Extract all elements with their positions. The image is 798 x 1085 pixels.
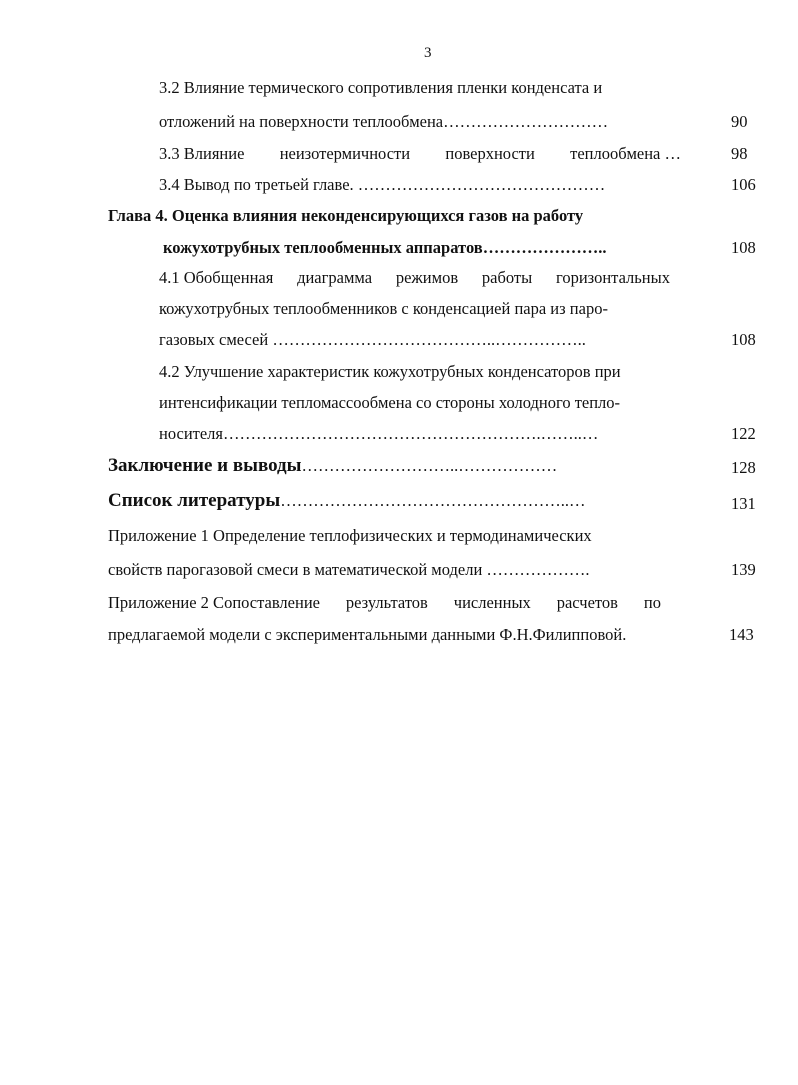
toc-4-1-line3: газовых смесей …………………………………..…………….. — [159, 330, 586, 349]
toc-3-3-page: 98 — [731, 144, 748, 163]
toc-3-3-word: теплообмена … — [570, 144, 681, 163]
toc-app2-page: 143 — [729, 625, 754, 644]
toc-4-1-word: работы — [481, 268, 533, 287]
toc-app2-word: расчетов — [556, 593, 618, 612]
toc-conclusions-page: 128 — [731, 458, 756, 477]
toc-ch4-line1: Глава 4. Оценка влияния неконденсирующихся газов на работу — [108, 206, 584, 225]
toc-3-4-page: 106 — [731, 175, 756, 194]
toc-references-dots: ……………………………………………..… — [280, 491, 586, 510]
toc-4-2-page: 122 — [731, 424, 756, 443]
toc-app2-line2: предлагаемой модели с экспериментальными данными Ф.Н.Филипповой. — [108, 625, 627, 644]
toc-4-1-word: режимов — [395, 268, 459, 287]
toc-3-3-line1 — [159, 144, 681, 164]
toc-app2-word: результатов — [345, 593, 428, 612]
toc-ch4-page: 108 — [731, 238, 756, 257]
toc-4-1-word: горизонтальных — [555, 268, 670, 287]
toc-4-2-line2: интенсификации тепломассообмена со стороны холодного тепло- — [159, 393, 621, 412]
toc-app2-word: численных — [453, 593, 531, 612]
toc-4-1-word: 4.1 Обобщенная — [159, 268, 274, 287]
page-number: 3 — [424, 45, 432, 61]
toc-4-1-word: диаграмма — [297, 268, 373, 287]
toc-app2-word: по — [643, 593, 661, 612]
toc-ch4-line2: кожухотрубных теплообменных аппаратов………………….. — [163, 238, 607, 257]
toc-3-2-line1: 3.2 Влияние термического сопротивления пленки конденсата и — [159, 78, 603, 97]
toc-conclusions-line — [108, 455, 557, 477]
toc-3-2-line2: отложений на поверхности теплообмена………………………… — [159, 112, 609, 131]
toc-4-2-line1: 4.2 Улучшение характеристик кожухотрубных конденсаторов при — [159, 362, 621, 381]
toc-4-1-line1 — [159, 268, 670, 288]
toc-conclusions-title: Заключение и выводы — [108, 455, 302, 476]
toc-3-4-line1: 3.4 Вывод по третьей главе. ……………………………………… — [159, 175, 606, 194]
toc-3-2-page: 90 — [731, 112, 748, 131]
toc-app1-line2: свойств парогазовой смеси в математической модели ………………. — [108, 560, 590, 579]
toc-references-title: Список литературы — [108, 490, 281, 511]
toc-app1-line1: Приложение 1 Определение теплофизических и термодинамических — [108, 526, 592, 545]
toc-conclusions-dots: ………………………..……………… — [301, 456, 558, 475]
toc-4-1-line2: кожухотрубных теплообменников с конденсацией пара из паро- — [159, 299, 608, 318]
toc-3-3-word: 3.3 Влияние — [159, 144, 245, 163]
toc-3-3-word: поверхности — [445, 144, 535, 163]
toc-app1-page: 139 — [731, 560, 756, 579]
toc-app2-word: Приложение 2 Сопоставление — [108, 593, 320, 612]
toc-3-3-word: неизотермичности — [279, 144, 411, 163]
toc-4-2-line3: носителя………………………………………………….……..… — [159, 424, 599, 443]
toc-4-1-page: 108 — [731, 330, 756, 349]
toc-references-line — [108, 490, 585, 512]
toc-references-page: 131 — [731, 494, 756, 513]
toc-app2-line1 — [108, 593, 661, 613]
